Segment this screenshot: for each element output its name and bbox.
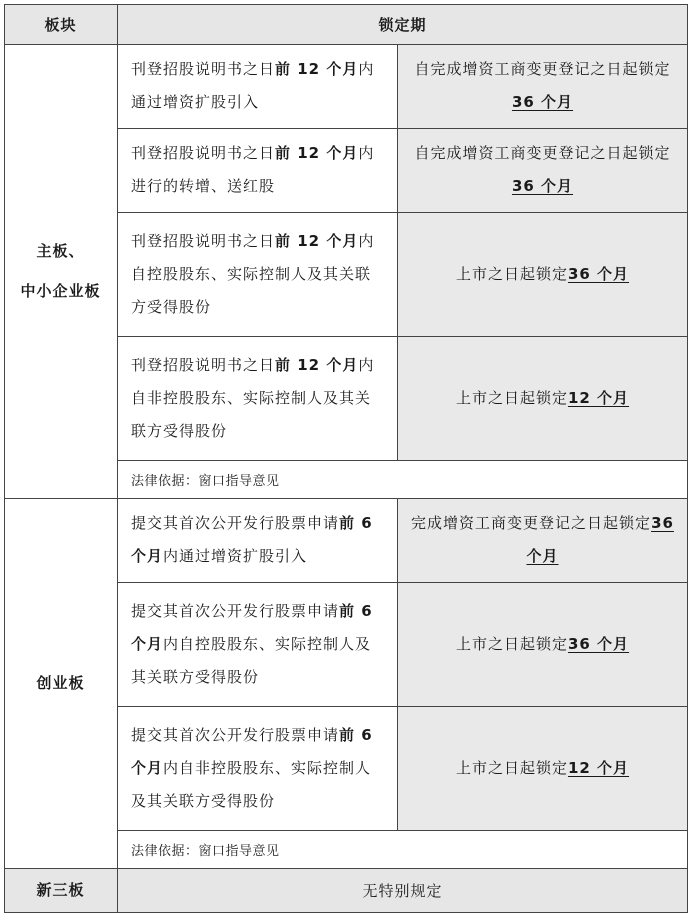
lockup-cell: 上市之日起锁定12 个月 xyxy=(397,336,688,460)
table-border-left xyxy=(4,4,5,913)
board-main xyxy=(4,44,117,498)
legal-basis: 法律依据：窗口指导意见 xyxy=(131,473,280,489)
lockup-cell: 上市之日起锁定36 个月 xyxy=(397,212,688,336)
header-board: 板块 xyxy=(4,4,117,44)
lockup-cell: 上市之日起锁定36 个月 xyxy=(397,582,688,706)
lockup-cell: 自完成增资工商变更登记之日起锁定36 个月 xyxy=(397,128,688,212)
column-divider xyxy=(397,44,398,460)
condition-cell: 刊登招股说明书之日前 12 个月内进行的转增、送红股 xyxy=(131,144,375,195)
row-divider xyxy=(4,868,688,869)
row-divider xyxy=(4,498,688,499)
condition-cell: 刊登招股说明书之日前 12 个月内通过增资扩股引入 xyxy=(131,60,375,111)
table-border-right xyxy=(687,4,688,913)
lockup-cell: 完成增资工商变更登记之日起锁定36 个月 xyxy=(397,498,688,582)
board-main-line1: 主板、 xyxy=(36,242,85,260)
condition-cell: 刊登招股说明书之日前 12 个月内自控股股东、实际控制人及其关联方受得股份 xyxy=(131,231,375,316)
column-divider xyxy=(117,4,118,913)
row-divider xyxy=(117,582,688,583)
lockup-cell: 上市之日起锁定12 个月 xyxy=(397,706,688,830)
condition-cell: 提交其首次公开发行股票申请前 6 个月内通过增资扩股引入 xyxy=(131,514,373,565)
condition-cell: 提交其首次公开发行股票申请前 6 个月内自非控股股东、实际控制人及其关联方受得股份 xyxy=(131,725,373,810)
row-divider xyxy=(117,460,688,461)
condition-cell: 提交其首次公开发行股票申请前 6 个月内自控股股东、实际控制人及其关联方受得股份 xyxy=(131,601,373,686)
header-lockup: 锁定期 xyxy=(117,4,688,44)
board-chinext: 创业板 xyxy=(36,674,85,692)
row-divider xyxy=(117,336,688,337)
table-border-top xyxy=(4,4,688,5)
row-divider xyxy=(117,706,688,707)
board-neeq: 新三板 xyxy=(4,868,117,912)
row-divider xyxy=(117,830,688,831)
legal-basis: 法律依据：窗口指导意见 xyxy=(131,843,280,859)
column-divider xyxy=(397,498,398,830)
row-divider xyxy=(117,212,688,213)
row-divider xyxy=(4,44,688,45)
neeq-note: 无特别规定 xyxy=(117,868,688,912)
board-main-line2: 中小企业板 xyxy=(20,282,101,300)
lockup-cell: 自完成增资工商变更登记之日起锁定36 个月 xyxy=(397,44,688,128)
row-divider xyxy=(117,128,688,129)
table-border-bottom xyxy=(4,912,688,913)
condition-cell: 刊登招股说明书之日前 12 个月内自非控股股东、实际控制人及其关联方受得股份 xyxy=(131,355,375,440)
